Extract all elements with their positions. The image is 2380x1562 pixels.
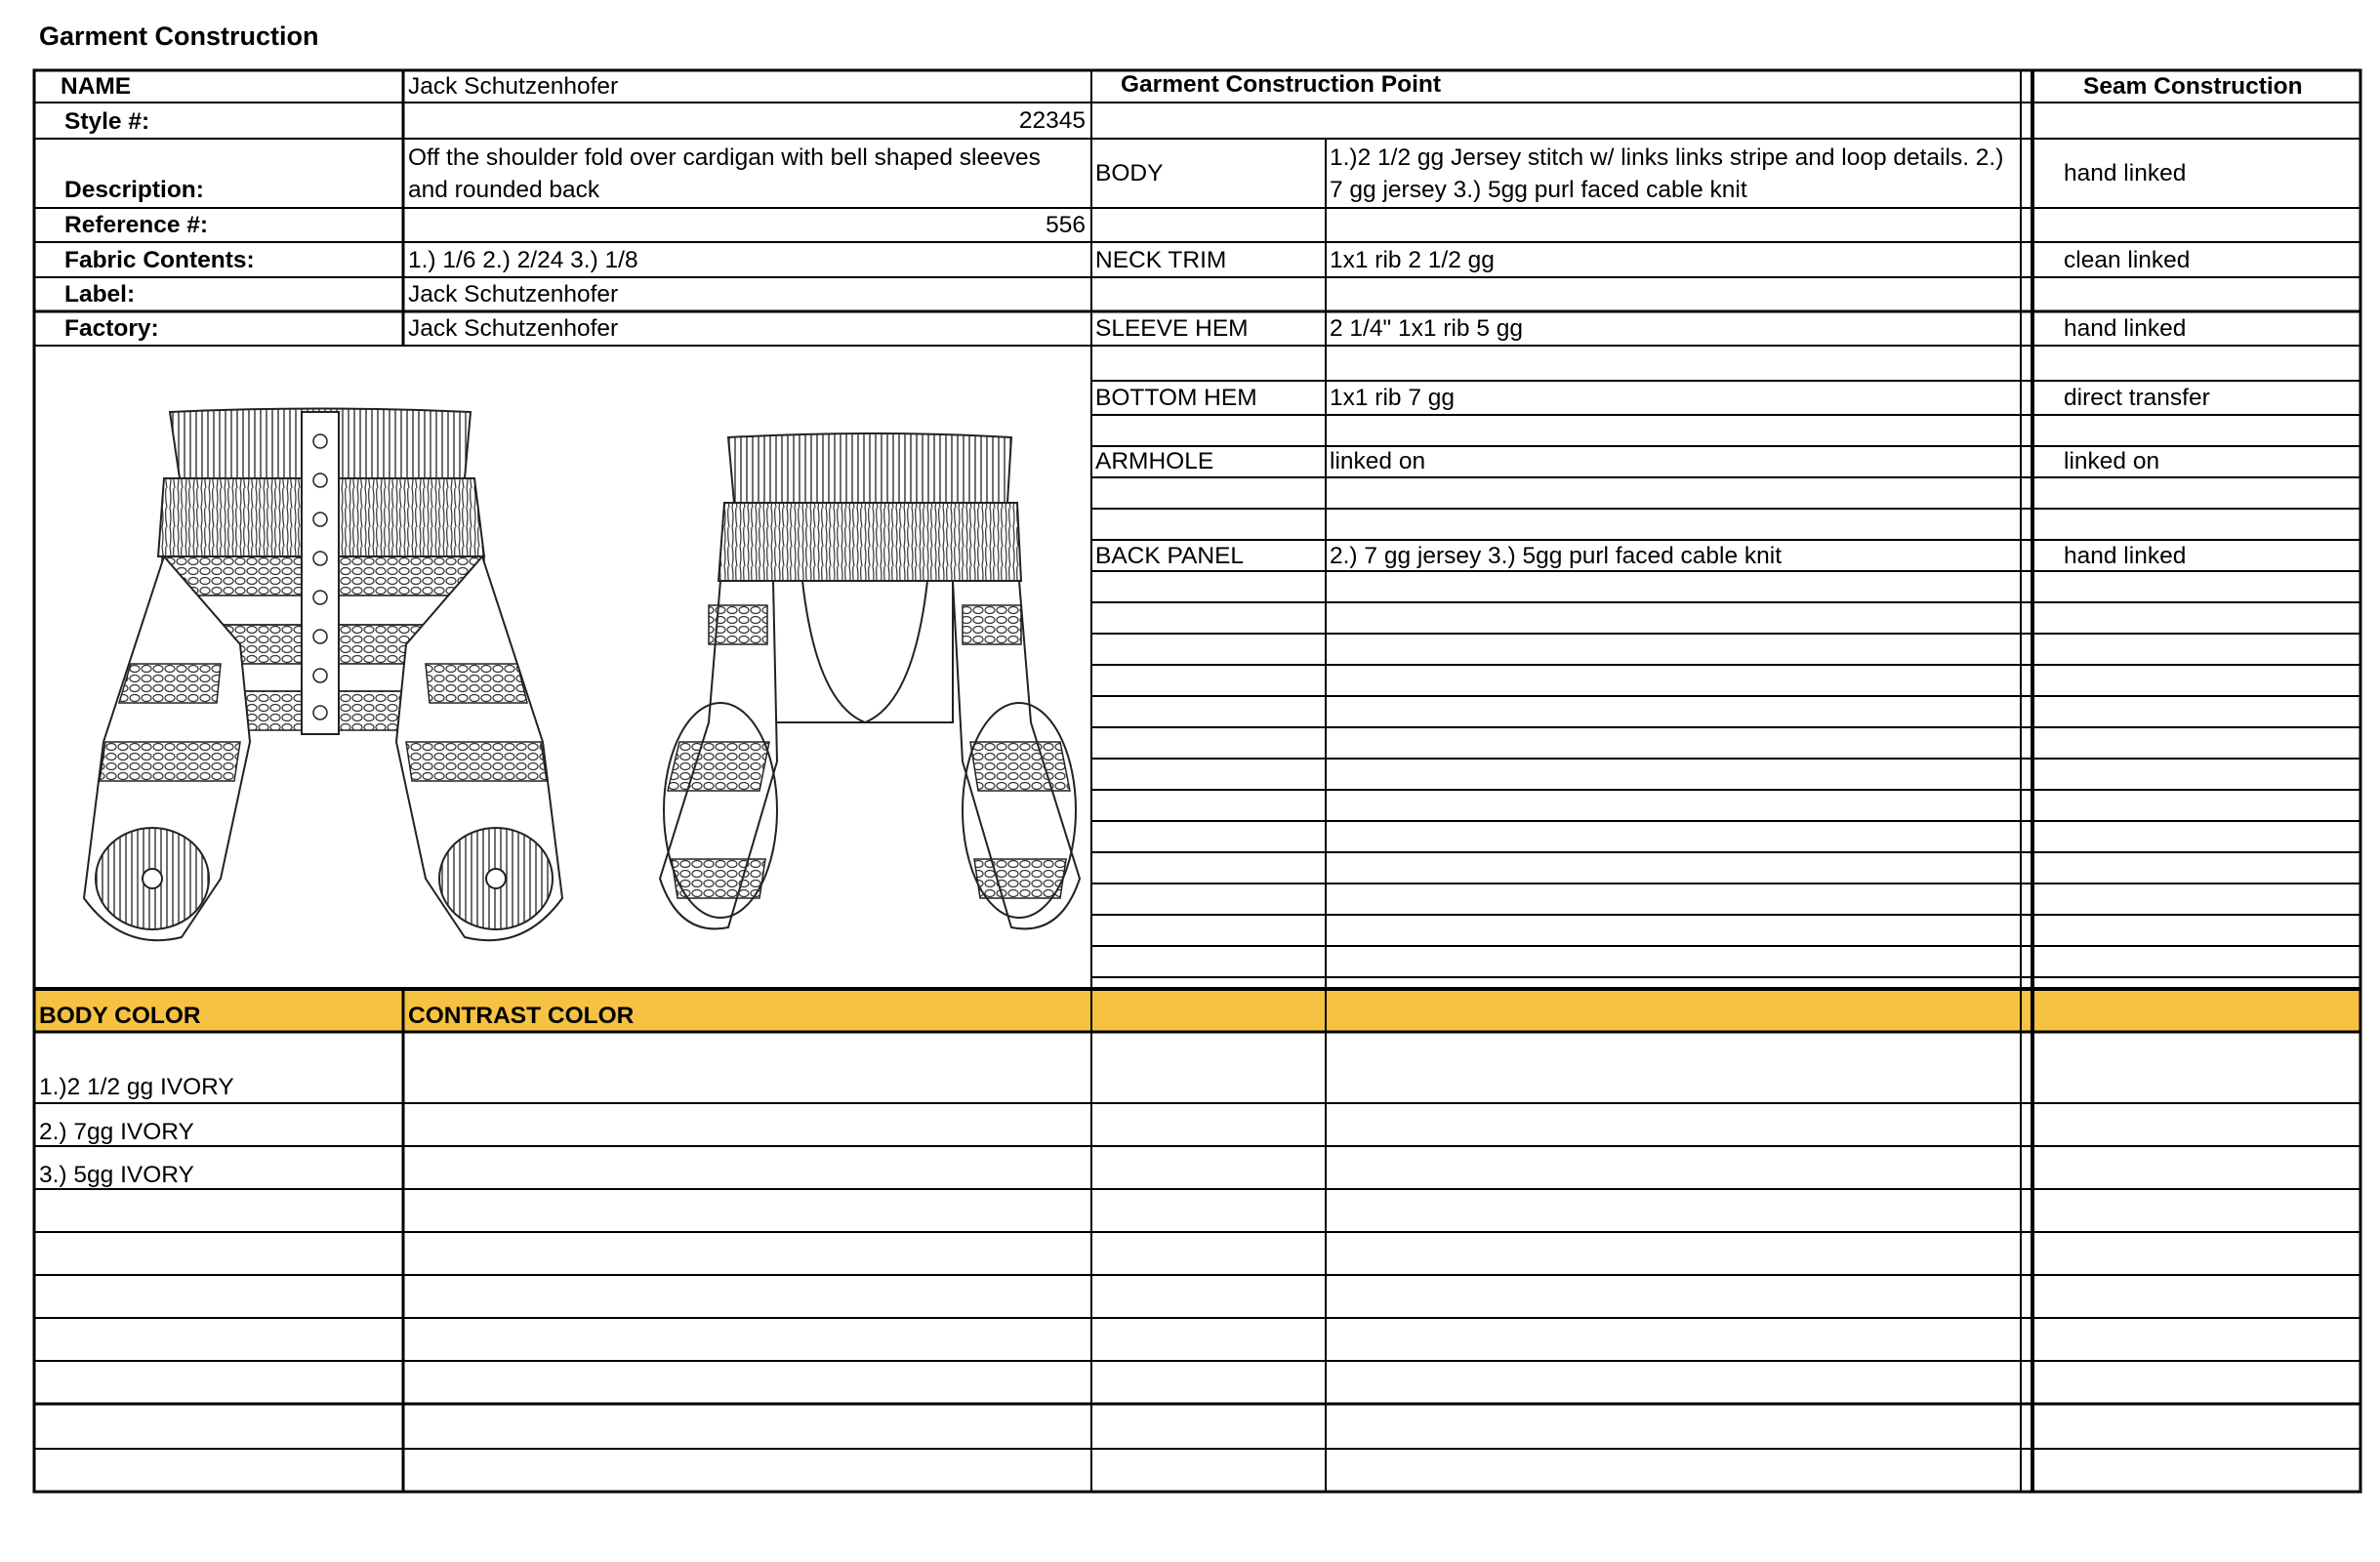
label-label: Label:: [64, 281, 136, 308]
body-color-item: 2.) 7gg IVORY: [39, 1119, 194, 1145]
seam-type: hand linked: [2064, 160, 2187, 186]
construction-point: SLEEVE HEM: [1095, 315, 1249, 342]
name-value: Jack Schutzenhofer: [408, 73, 619, 100]
construction-detail: 1.)2 1/2 gg Jersey stitch w/ links links stripe and loop details. 2.) 7 gg jersey 3.) 5gg purl faced cable knit: [1330, 144, 2004, 203]
label-value: Jack Schutzenhofer: [408, 281, 619, 308]
body-color-item: 3.) 5gg IVORY: [39, 1162, 194, 1188]
description-value: Off the shoulder fold over cardigan with bell shaped sleeves and rounded back: [408, 144, 1041, 203]
reference-label: Reference #:: [64, 212, 209, 238]
name-label: NAME: [61, 73, 132, 100]
cardigan-back-sketch-icon: [660, 433, 1080, 928]
construction-detail: 1x1 rib 7 gg: [1330, 385, 1456, 411]
page-title: Garment Construction: [39, 21, 319, 51]
fabric-value: 1.) 1/6 2.) 2/24 3.) 1/8: [408, 247, 638, 273]
construction-point: BODY: [1095, 160, 1164, 186]
construction-detail: 2.) 7 gg jersey 3.) 5gg purl faced cable knit: [1330, 543, 1783, 569]
seam-type: clean linked: [2064, 247, 2191, 273]
construction-point-header: Garment Construction Point: [1121, 71, 1442, 98]
construction-detail: linked on: [1330, 448, 1426, 474]
garment-sketches: [35, 351, 1089, 976]
description-label: Description:: [64, 177, 204, 203]
construction-detail: 1x1 rib 2 1/2 gg: [1330, 247, 1495, 273]
seam-type: linked on: [2064, 448, 2160, 474]
construction-point: BOTTOM HEM: [1095, 385, 1257, 411]
seam-type: hand linked: [2064, 315, 2187, 342]
seam-type: hand linked: [2064, 543, 2187, 569]
body-color-item: 1.)2 1/2 gg IVORY: [39, 1074, 234, 1100]
factory-label: Factory:: [64, 315, 159, 342]
construction-point: ARMHOLE: [1095, 448, 1214, 474]
construction-point: NECK TRIM: [1095, 247, 1227, 273]
body-color-header: BODY COLOR: [39, 1003, 201, 1029]
color-header-band: [34, 989, 2360, 1032]
factory-value: Jack Schutzenhofer: [408, 315, 619, 342]
contrast-color-header: CONTRAST COLOR: [408, 1003, 635, 1029]
cardigan-front-sketch-icon: [84, 409, 562, 941]
style-value: 22345: [1018, 107, 1086, 134]
seam-construction-header: Seam Construction: [2083, 73, 2303, 100]
construction-point: BACK PANEL: [1095, 543, 1245, 569]
reference-value: 556: [1046, 212, 1086, 238]
construction-detail: 2 1/4" 1x1 rib 5 gg: [1330, 315, 1524, 342]
style-label: Style #:: [64, 108, 150, 135]
fabric-label: Fabric Contents:: [64, 247, 255, 273]
seam-type: direct transfer: [2064, 385, 2210, 411]
